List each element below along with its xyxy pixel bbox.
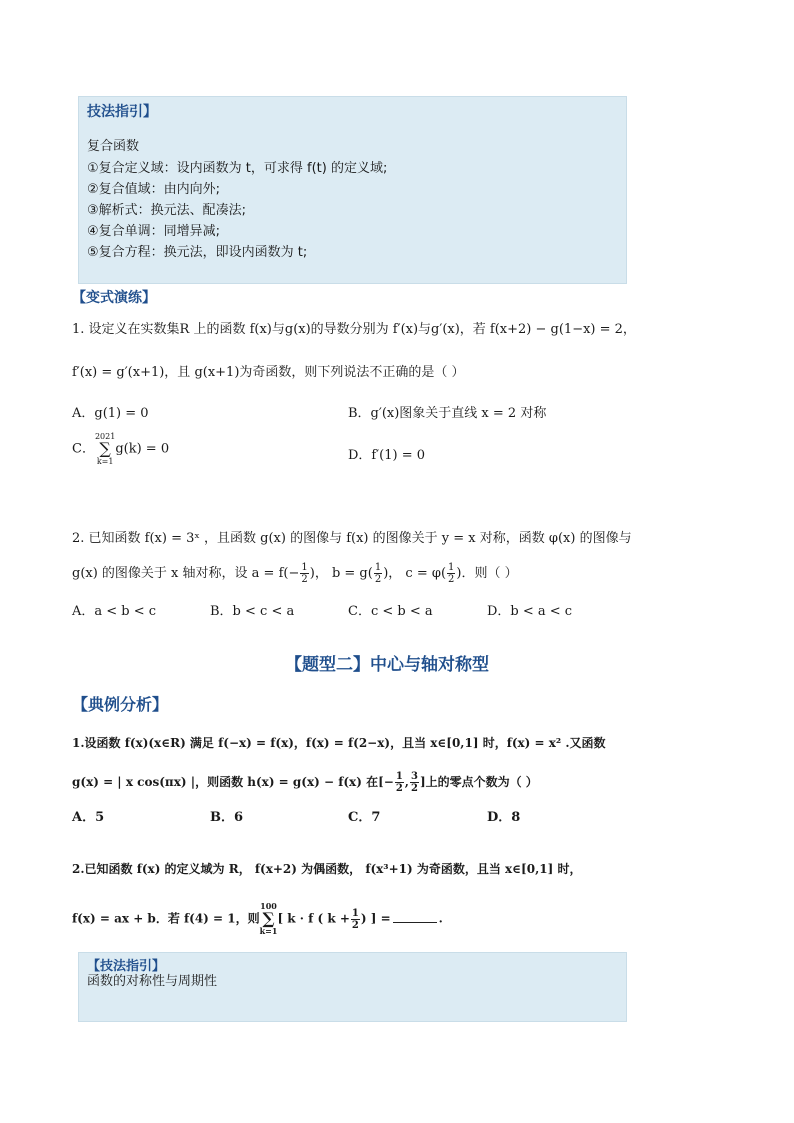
- p2-frac-c-num: 1: [448, 562, 455, 573]
- e2-sum-bottom: k=1: [259, 926, 278, 936]
- p2-frac-b-den: 2: [374, 574, 382, 585]
- p1-sum-top: 2021: [94, 432, 116, 441]
- tip-line-3: ②复合值域：由内向外;: [87, 182, 221, 197]
- p1-option-c: [72, 432, 169, 466]
- p2-frac-a: [300, 562, 308, 585]
- e2-line2-b: [ k · f ( k +: [277, 911, 350, 926]
- p1-line1: 1. 设定义在实数集R 上的函数 f(x)与g(x)的导数分别为 f′(x)与g′(x)，若 f(x+2) − g(1−x) = 2，: [72, 322, 636, 337]
- e1-option-c: C．7: [348, 810, 381, 825]
- tip-line-6: ⑤复合方程：换元法，即设内函数为 t;: [87, 245, 308, 260]
- e1-line2-a: g(x) = | x cos(πx) |，则函数 h(x) = g(x) − f(x) 在: [72, 775, 379, 789]
- answer-blank[interactable]: [393, 922, 437, 923]
- e2-sum-symbol: 100 ∑ k=1: [259, 901, 278, 936]
- p2-frac-a-den: 2: [301, 574, 308, 585]
- p2-line2-c: ， c = φ: [388, 566, 441, 581]
- e2-frac: [351, 908, 360, 931]
- e2-line2-end: .: [438, 911, 443, 926]
- tip-line-5: ④复合单调：同增异减;: [87, 224, 221, 239]
- e2-line2-c: ) ] =: [360, 911, 391, 926]
- tip-box-2-body: 函数的对称性与周期性: [87, 974, 218, 989]
- e1-line2: g(x) = | x cos(πx) |，则函数 h(x) = g(x) − f(x) 在[− $\frac{1}{2}$ , $\frac{3}{2}$ ]上的零点个数为（ ）: [72, 771, 538, 794]
- e2-line2: [72, 902, 443, 936]
- tip-line-4: ③解析式：换元法、配凑法;: [87, 203, 247, 218]
- e2-frac-den: 2: [351, 919, 359, 931]
- e2-frac-num: 1: [351, 907, 359, 919]
- e1-option-a: A．5: [72, 810, 105, 825]
- p2-frac-c-den: 2: [448, 574, 455, 585]
- p1-line2: f′(x) = g′(x+1)，且 g(x+1)为奇函数，则下列说法不正确的是（ ）: [72, 365, 465, 380]
- e1-frac-2: [410, 771, 419, 794]
- p1-sum-symbol: 2021 ∑ k=1: [94, 432, 116, 466]
- p2-line1: 2. 已知函数 f(x) = 3ˣ ，且函数 g(x) 的图像与 f(x) 的图像关于 y = x 对称，函数 φ(x) 的图像与: [72, 531, 632, 546]
- tip-box-1-title: 技法指引】: [87, 104, 157, 120]
- e2-line1: 2.已知函数 f(x) 的定义域为 R， f(x+2) 为偶函数， f(x³+1) 为奇函数，且当 x∈[0,1] 时，: [72, 862, 582, 876]
- p2-line2-d: ．则（ ）: [461, 566, 518, 581]
- practice-heading: 【变式演练】: [72, 290, 156, 306]
- p2-frac-c: [447, 562, 455, 585]
- e2-sum-top: 100: [260, 901, 277, 911]
- p2-line2-a: g(x) 的图像关于 x 轴对称，设 a = f: [72, 566, 284, 581]
- p1-option-b: B．g′(x)图象关于直线 x = 2 对称: [348, 406, 547, 421]
- p1-option-c-prefix: C．: [72, 441, 95, 457]
- tip-box-2-title: 【技法指引】: [87, 959, 166, 974]
- e1-frac-1-num: 1: [395, 771, 403, 782]
- e2-line2-a: f(x) = ax + b．若 f(4) = 1，则: [72, 911, 260, 926]
- example-heading: 【典例分析】: [72, 695, 169, 714]
- e1-frac-2-num: 3: [410, 771, 418, 782]
- p1-option-a: A．g(1) = 0: [72, 406, 149, 421]
- e1-option-b: B．6: [210, 810, 244, 825]
- p1-sum-bottom: k=1: [96, 457, 114, 466]
- e1-option-d: D．8: [487, 810, 521, 825]
- p2-option-b: B．b < c < a: [210, 604, 295, 619]
- e1-frac-2-den: 2: [410, 783, 418, 794]
- e1-line1: 1.设函数 f(x)(x∈R) 满足 f(−x) = f(x)，f(x) = f(2−x)，且当 x∈[0,1] 时，f(x) = x² .又函数: [72, 736, 606, 750]
- type2-heading: 【题型二】中心与轴对称型: [285, 655, 489, 675]
- tip-line-1: 复合函数: [87, 139, 140, 154]
- p1-option-c-body: g(k) = 0: [115, 441, 170, 457]
- p2-frac-b-num: 1: [374, 562, 382, 573]
- e1-line2-b: 上的零点个数为（ ）: [425, 775, 538, 789]
- p2-option-d: D．b < a < c: [487, 604, 573, 619]
- p2-option-a: A．a < b < c: [72, 604, 157, 619]
- p1-option-d: D．f′(1) = 0: [348, 448, 426, 463]
- e1-frac-1-den: 2: [395, 783, 403, 794]
- p2-option-c: C．c < b < a: [348, 604, 433, 619]
- p2-frac-a-num: 1: [301, 562, 308, 573]
- p2-line2-b: ， b = g: [314, 566, 368, 581]
- p2-frac-b: [374, 562, 382, 585]
- p2-line2: g(x) 的图像关于 x 轴对称，设 a = f(− $\frac{1}{2}$ )， b = g( $\frac{1}{2}$ )， c = φ( $\frac{1}{2}$ )．则（ ）: [72, 562, 518, 585]
- tip-line-2: ①复合定义域：设内函数为 t，可求得 f(t) 的定义域;: [87, 161, 388, 176]
- e1-frac-1: [395, 771, 404, 794]
